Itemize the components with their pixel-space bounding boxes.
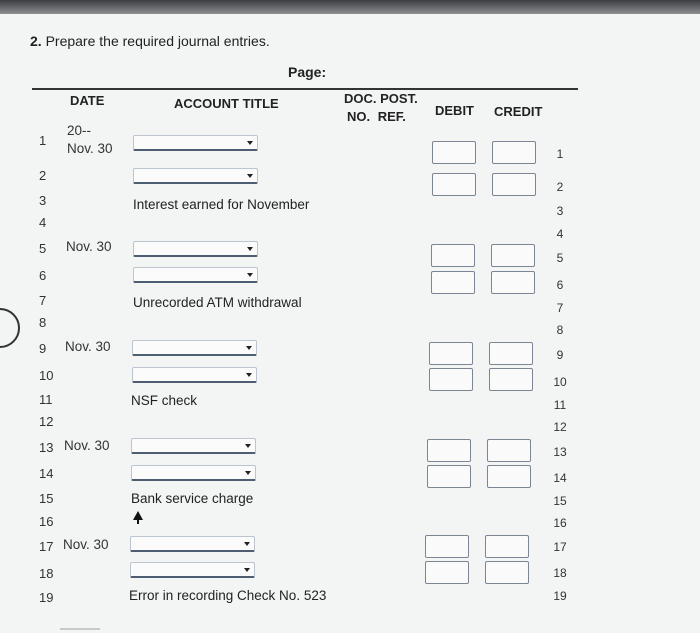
credit-input[interactable] xyxy=(489,368,533,391)
line-number-right: 8 xyxy=(556,323,564,337)
debit-input[interactable] xyxy=(425,561,469,584)
chevron-down-icon xyxy=(246,346,252,350)
entry-date: Nov. 30 xyxy=(63,537,109,552)
entry-date: Nov. 30 xyxy=(64,438,110,453)
debit-input[interactable] xyxy=(429,342,473,365)
account-title-dropdown[interactable] xyxy=(133,168,258,184)
line-number-right: 16 xyxy=(553,516,567,530)
line-number-right: 17 xyxy=(553,540,567,554)
chevron-down-icon xyxy=(247,247,253,251)
line-number-right: 15 xyxy=(553,494,567,508)
header-account-title: ACCOUNT TITLE xyxy=(174,96,279,111)
chevron-down-icon xyxy=(247,174,253,178)
header-date: DATE xyxy=(70,93,105,108)
header-doc-post-1: DOC. POST. xyxy=(344,91,418,106)
account-title-dropdown[interactable] xyxy=(130,562,255,578)
line-number-right: 14 xyxy=(553,471,567,485)
debit-input[interactable] xyxy=(431,244,475,267)
question-text: Prepare the required journal entries. xyxy=(45,33,270,49)
chevron-down-icon xyxy=(245,471,251,475)
debit-input[interactable] xyxy=(431,271,475,294)
line-number-right: 3 xyxy=(556,204,564,218)
line-number-right: 13 xyxy=(553,445,567,459)
entry-explanation: Unrecorded ATM withdrawal xyxy=(133,295,302,310)
chevron-down-icon xyxy=(244,568,250,572)
line-number-left: 13 xyxy=(39,440,54,455)
entry-explanation: Bank service charge xyxy=(131,491,254,506)
line-number-left: 17 xyxy=(39,539,54,554)
credit-input[interactable] xyxy=(491,244,535,267)
account-title-dropdown[interactable] xyxy=(132,367,257,383)
line-number-right: 18 xyxy=(553,566,567,580)
line-number-right: 7 xyxy=(556,301,564,315)
credit-input[interactable] xyxy=(485,535,529,558)
account-title-dropdown[interactable] xyxy=(130,536,255,552)
debit-input[interactable] xyxy=(432,173,476,196)
header-doc-post-2: NO. REF. xyxy=(347,109,406,124)
credit-input[interactable] xyxy=(487,465,531,488)
line-number-right: 11 xyxy=(553,398,567,412)
line-number-left: 19 xyxy=(39,590,54,605)
line-number-right: 9 xyxy=(556,348,564,362)
entry-date: Nov. 30 xyxy=(66,239,112,254)
chevron-down-icon xyxy=(247,273,253,277)
line-number-right: 12 xyxy=(553,420,567,434)
line-number-left: 11 xyxy=(39,392,53,407)
chevron-down-icon xyxy=(247,141,253,145)
entry-date: Nov. 30 xyxy=(65,339,111,354)
account-title-dropdown[interactable] xyxy=(133,241,258,257)
line-number-right: 5 xyxy=(556,251,564,265)
entry-date: Nov. 30 xyxy=(67,141,113,156)
debit-input[interactable] xyxy=(432,141,476,164)
mouse-cursor-icon xyxy=(133,511,143,520)
line-number-right: 10 xyxy=(553,375,567,389)
credit-input[interactable] xyxy=(489,342,533,365)
line-number-left: 18 xyxy=(39,566,54,581)
line-number-left: 3 xyxy=(39,193,47,208)
entry-explanation: NSF check xyxy=(131,393,198,408)
debit-input[interactable] xyxy=(427,465,471,488)
line-number-left: 4 xyxy=(39,215,47,230)
credit-input[interactable] xyxy=(492,173,536,196)
chevron-down-icon xyxy=(245,444,251,448)
debit-input[interactable] xyxy=(427,439,471,462)
line-number-left: 9 xyxy=(39,341,47,356)
line-number-left: 10 xyxy=(39,368,54,383)
account-title-dropdown[interactable] xyxy=(132,340,257,356)
line-number-right: 1 xyxy=(556,147,564,161)
line-number-right: 19 xyxy=(553,589,567,603)
entry-year: 20-- xyxy=(67,123,92,138)
credit-input[interactable] xyxy=(492,141,536,164)
line-number-left: 2 xyxy=(39,168,47,183)
chevron-down-icon xyxy=(244,542,250,546)
account-title-dropdown[interactable] xyxy=(133,135,258,151)
line-number-right: 6 xyxy=(556,278,564,292)
line-number-left: 5 xyxy=(39,241,47,256)
question xyxy=(30,33,270,49)
scroll-circle-control[interactable] xyxy=(0,308,20,348)
debit-input[interactable] xyxy=(425,535,469,558)
account-title-dropdown[interactable] xyxy=(131,438,256,454)
entry-explanation: Error in recording Check No. 523 xyxy=(129,588,327,603)
chevron-down-icon xyxy=(246,373,252,377)
line-number-left: 15 xyxy=(39,491,54,506)
credit-input[interactable] xyxy=(491,271,535,294)
debit-input[interactable] xyxy=(429,368,473,391)
line-number-left: 14 xyxy=(39,466,54,481)
line-number-left: 12 xyxy=(39,414,54,429)
credit-input[interactable] xyxy=(487,439,531,462)
page-label: Page: xyxy=(288,64,327,80)
header-debit: DEBIT xyxy=(435,103,474,118)
bottom-edge-mark xyxy=(60,628,100,630)
account-title-dropdown[interactable] xyxy=(133,267,258,283)
credit-input[interactable] xyxy=(485,561,529,584)
line-number-left: 7 xyxy=(39,293,47,308)
header-rule xyxy=(32,88,578,90)
line-number-left: 8 xyxy=(39,315,47,330)
line-number-right: 4 xyxy=(556,227,564,241)
line-number-left: 1 xyxy=(39,133,47,148)
line-number-right: 2 xyxy=(556,180,564,194)
line-number-left: 6 xyxy=(39,268,47,283)
line-number-left: 16 xyxy=(39,514,54,529)
account-title-dropdown[interactable] xyxy=(131,465,256,481)
top-bar xyxy=(0,0,700,14)
entry-explanation: Interest earned for November xyxy=(133,197,310,212)
question-number: 2. xyxy=(30,33,42,49)
header-credit: CREDIT xyxy=(494,104,543,119)
